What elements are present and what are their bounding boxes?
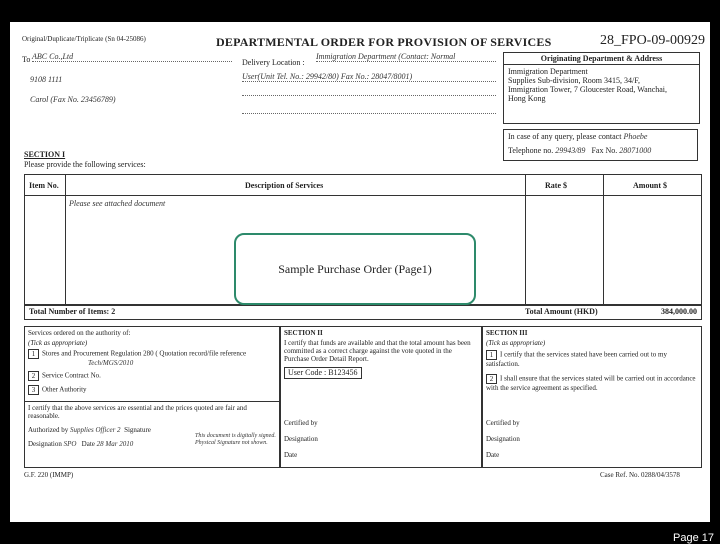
address-line: Supplies Sub-division, Room 3415, 34/F, — [508, 76, 695, 85]
table-header-row — [25, 175, 701, 196]
col-rate-header: Rate $ — [545, 181, 567, 190]
designation-label: Designation — [28, 440, 62, 448]
authority-option-label: Other Authority — [42, 386, 87, 394]
fax-value: 28071000 — [619, 146, 651, 155]
delivery-value: Immigration Department (Contact: Normal — [316, 52, 496, 62]
authority-heading: Services ordered on the authority of: — [25, 327, 279, 339]
col-desc-header: Description of Services — [245, 181, 323, 190]
telephone-label: Telephone no. — [508, 146, 553, 155]
query-name: Phoebe — [623, 132, 647, 141]
fax-label: Fax No. — [591, 146, 617, 155]
checkbox-2[interactable]: 2 — [486, 374, 497, 384]
page-label: Page 17 — [673, 532, 714, 544]
column-divider — [525, 175, 526, 305]
authority-option-label: Service Contract No. — [42, 372, 101, 380]
sample-caption-box — [234, 233, 476, 305]
sample-caption: Sample Purchase Order (Page1) — [278, 262, 432, 277]
delivery-label: Delivery Location : — [242, 58, 305, 67]
total-items: Total Number of Items: 2 — [29, 307, 115, 316]
query-contact-box — [503, 129, 698, 161]
document-number: 28_FPO-09-00929 — [600, 33, 705, 49]
signature-label: Signature — [124, 426, 151, 434]
originating-department-box — [503, 52, 700, 124]
total-amount-value: 384,000.00 — [661, 307, 697, 316]
checkbox-1[interactable]: 1 — [28, 349, 39, 359]
designation-value: SPO — [64, 440, 77, 448]
checkbox-2[interactable]: 2 — [28, 371, 39, 381]
user-code-label: User Code : — [288, 368, 326, 377]
address-line: Immigration Tower, 7 Gloucester Road, Wanchai, — [508, 85, 695, 94]
services-authority-box — [24, 326, 280, 468]
totals-row — [24, 304, 702, 320]
to-company: ABC Co.,Ltd — [32, 52, 232, 62]
row-description: Please see attached document — [69, 199, 165, 208]
col-item-header: Item No. — [29, 181, 59, 190]
checkbox-3[interactable]: 3 — [28, 385, 39, 395]
section3-designation: Designation — [486, 435, 520, 443]
date-value: 28 Mar 2010 — [97, 440, 134, 448]
section2-heading: SECTION II — [281, 327, 481, 339]
to-label: To — [22, 55, 30, 64]
form-code: G.F. 220 (IMMP) — [24, 471, 73, 479]
blank-line — [242, 94, 496, 96]
certify-statement: I certify that the above services are essential and the prices quoted are fair and reasonable. — [25, 401, 279, 422]
document-title: DEPARTMENTAL ORDER FOR PROVISION OF SERVICES — [216, 35, 551, 50]
section3-heading: SECTION III — [483, 327, 701, 339]
to-phone: 9108 1111 — [30, 75, 62, 84]
authority-option-3 — [25, 383, 279, 397]
col-amount-header: Amount $ — [633, 181, 667, 190]
section3-date: Date — [486, 451, 499, 459]
authorized-label: Authorized by — [28, 426, 68, 434]
to-contact: Carol (Fax No. 23456789) — [30, 95, 115, 104]
section3-box — [482, 326, 702, 468]
purchase-order-document — [10, 22, 710, 522]
originating-heading: Originating Department & Address — [504, 53, 699, 65]
checkbox-1[interactable]: 1 — [486, 350, 497, 360]
section2-text: I certify that funds are available and that the total amount has been committed as a correct charge against the vote quoted in the Purchase Order Detail Report. — [281, 339, 481, 363]
section2-certified: Certified by — [284, 419, 318, 427]
authority-option-1 — [25, 347, 279, 369]
section3-option-1 — [483, 347, 701, 371]
case-reference: Case Ref. No. 0288/04/3578 — [600, 471, 680, 479]
section3-option-label: I certify that the services stated have been carried out to my satisfaction. — [486, 351, 667, 368]
originating-address — [504, 65, 699, 105]
date-label: Date — [82, 440, 95, 448]
address-line: Hong Kong — [508, 94, 695, 103]
column-divider — [65, 175, 66, 305]
section2-designation: Designation — [284, 435, 318, 443]
section3-option-label: I shall ensure that the services stated will be carried out in accordance with the service agreement as specified. — [486, 375, 696, 392]
section3-option-2 — [483, 371, 701, 395]
user-code-value: B123456 — [328, 368, 357, 377]
authority-option-2 — [25, 369, 279, 383]
copy-label: Original/Duplicate/Triplicate (Sn 04-25086) — [22, 35, 146, 43]
section1-instruction: Please provide the following services: — [24, 160, 146, 169]
blank-line — [242, 112, 496, 114]
delivery-user-line: User(Unit Tel. No.: 29942/80) Fax No.: 28047/8001) — [242, 72, 496, 82]
authority-sub: (Tick as appropriate) — [25, 339, 279, 347]
section2-date: Date — [284, 451, 297, 459]
section1-heading: SECTION I — [24, 150, 65, 159]
query-label: In case of any query, please contact — [508, 132, 621, 141]
section3-certified: Certified by — [486, 419, 520, 427]
column-divider — [603, 175, 604, 305]
telephone-value: 29943/89 — [555, 146, 585, 155]
section2-box — [280, 326, 482, 468]
address-line: Immigration Department — [508, 67, 695, 76]
authorized-value: Supplies Officer 2 — [70, 426, 121, 434]
section3-sub: (Tick as appropriate) — [483, 339, 701, 347]
quotation-reference: Tech/MGS/2010 — [88, 359, 276, 367]
total-amount-label: Total Amount (HKD) — [525, 307, 598, 316]
bottom-band — [0, 522, 720, 540]
signature-note: This document is digitally signed. Physical Signature not shown. — [195, 433, 277, 447]
user-code-box — [284, 367, 362, 379]
authority-option-label: Stores and Procurement Regulation 280 ( Quotation record/file reference — [42, 350, 246, 358]
